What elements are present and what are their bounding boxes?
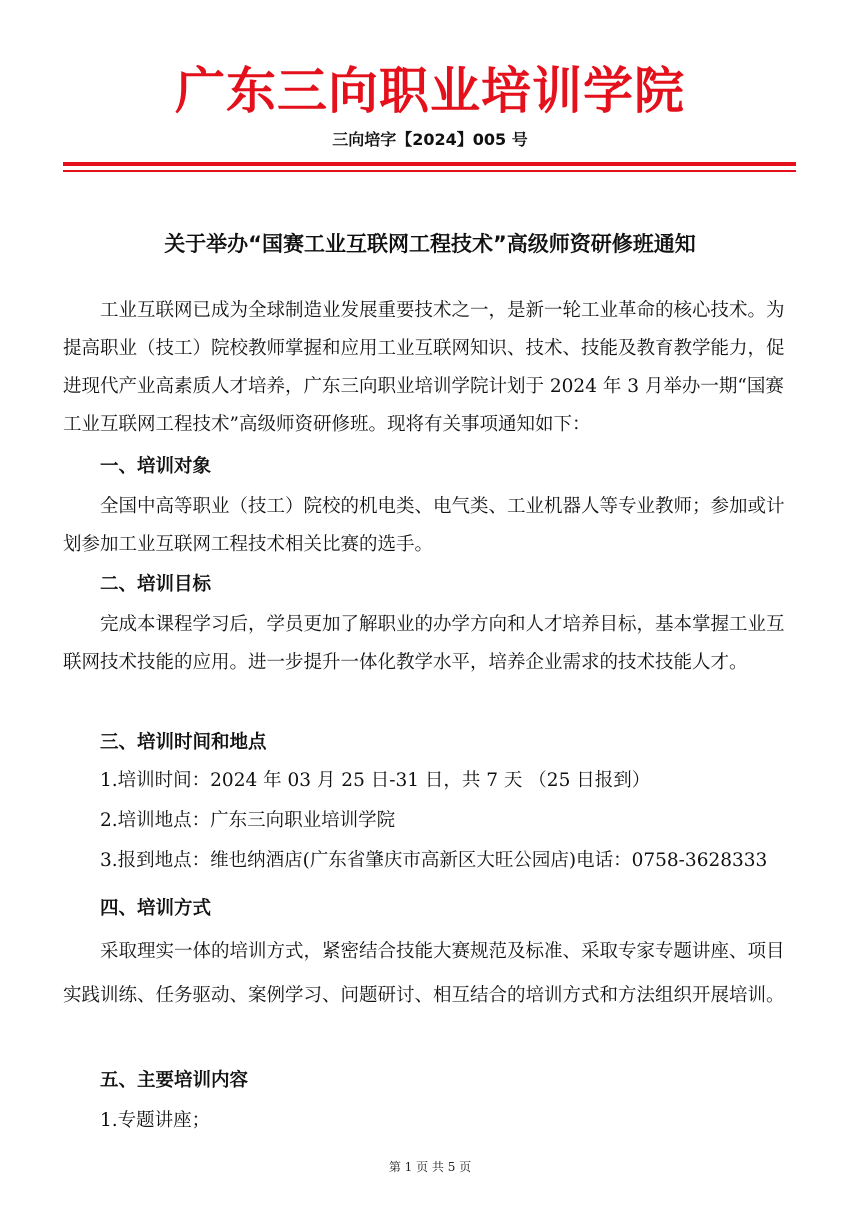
page-footer: 第 1 页 共 5 页 xyxy=(388,1160,472,1174)
section-heading-1: 一、培训对象 xyxy=(100,456,212,477)
section-text-2: 完成本课程学习后，学员更加了解职业的办学方向和人才培养目标，基本掌握工业互联网技术技能的应用。进一步提升一体化教学水平，培养企业需求的技术技能人才。 xyxy=(63,614,785,673)
section-text-1: 全国中高等职业（技工）院校的机电类、电气类、工业机器人等专业教师；参加或计划参加工业互联网工程技术相关比赛的选手。 xyxy=(63,496,785,555)
section-heading-2: 二、培训目标 xyxy=(100,574,212,595)
section-5-item-1: 1.专题讲座； xyxy=(100,1110,211,1131)
doc-number: 三向培字【2024】005 号 xyxy=(332,130,528,149)
section-3-item-3: 3.报到地点：维也纳酒店(广东省肇庆市高新区大旺公园店)电话：0758-3628333 xyxy=(100,850,768,871)
org-title: 广东三向职业培训学院 xyxy=(175,61,685,120)
section-heading-4: 四、培训方式 xyxy=(100,898,212,919)
section-heading-3: 三、培训时间和地点 xyxy=(100,732,267,753)
intro-paragraph: 工业互联网已成为全球制造业发展重要技术之一，是新一轮工业革命的核心技术。为提高职业（技工）院校教师掌握和应用工业互联网知识、技术、技能及教育教学能力，促进现代产业高素质人才培养，广东三向职业培训学院计划于 2024 年 3 月举办一期“国赛工业互联网工程技术”高级师资研修班。现将有关事项通知如下： xyxy=(63,300,785,435)
section-3-item-2: 2.培训地点：广东三向职业培训学院 xyxy=(100,810,396,831)
section-3-item-1: 1.培训时间：2024 年 03 月 25 日-31 日，共 7 天 （25 日报到） xyxy=(100,770,651,791)
notice-title: 关于举办“国赛工业互联网工程技术”高级师资研修班通知 xyxy=(164,232,696,256)
red-divider-thick xyxy=(63,162,796,166)
red-divider-thin xyxy=(63,170,796,172)
section-heading-5: 五、主要培训内容 xyxy=(100,1070,249,1091)
section-text-4: 采取理实一体的培训方式，紧密结合技能大赛规范及标准、采取专家专题讲座、项目实践训练、任务驱动、案例学习、问题研讨、相互结合的培训方式和方法组织开展培训。 xyxy=(63,941,785,1006)
